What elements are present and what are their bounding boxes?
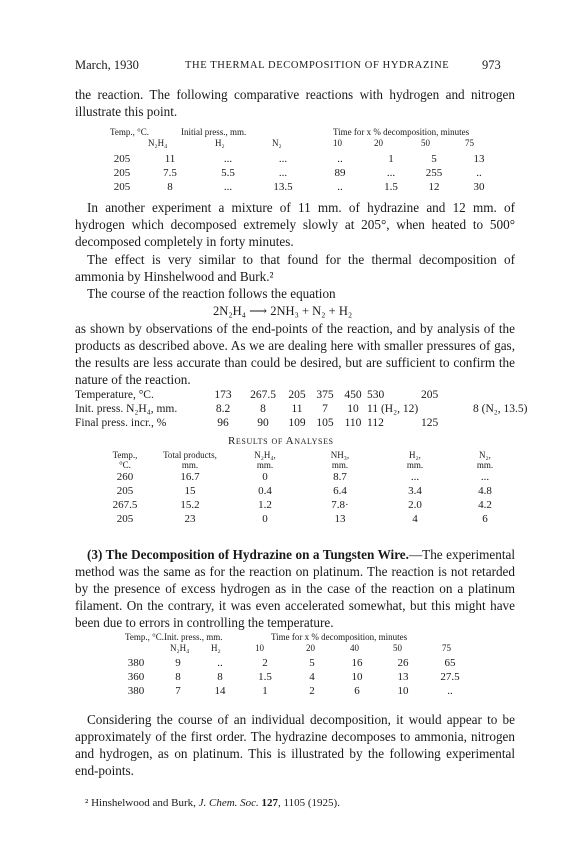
t1-pct-75: 75 (465, 138, 474, 148)
t1-pct-10: 10 (333, 138, 342, 148)
t1-pct-50: 50 (421, 138, 430, 148)
table-row (116, 684, 474, 698)
table-row (116, 670, 474, 684)
footnote-journal: J. Chem. Soc. (198, 797, 259, 809)
t2-row-label: Temperature, °C. (75, 389, 154, 401)
t3-cell: 4.8 (478, 485, 492, 497)
t2-cell: 205 (421, 389, 439, 401)
t1-col-h2: H₂ (215, 138, 225, 148)
t2-row-label: Final press. incr., % (75, 417, 167, 429)
t4-body (116, 656, 474, 698)
t4-pct-10: 10 (255, 643, 264, 653)
t3-cell: 3.4 (408, 485, 422, 497)
t3-header: Temp., (112, 450, 138, 460)
t4-cell: 13 (397, 671, 409, 683)
t3-header: N₂H₄, (254, 450, 276, 460)
t1-col-n2h4: N₂H₄ (148, 138, 168, 148)
t1-cell: 89 (334, 167, 346, 179)
paragraph-2 (75, 199, 515, 250)
t3-cell: 0 (262, 513, 268, 525)
t3-header-unit: mm. (181, 460, 199, 470)
t2-cell: 450 (344, 389, 362, 401)
header-running-title: THE THERMAL DECOMPOSITION OF HYDRAZINE (185, 60, 450, 71)
table-row (103, 180, 501, 194)
t2-cell: 112 (367, 417, 384, 429)
t2-cell: 109 (288, 417, 306, 429)
paragraph-6-text: Considering the course of an individual decomposition, it would appear to be approximately of the first order. The hydrazine decomposes to ammonia, nitrogen and hydrogen, as on platinum. This is illustrated by the following experimental end-points. (75, 712, 515, 778)
paragraph-4 (75, 285, 515, 302)
t3-cell: 205 (116, 485, 134, 497)
t2-cell: 267.5 (250, 389, 276, 401)
paragraph-3 (75, 251, 515, 285)
t1-cell: 205 (113, 153, 131, 165)
t1-body (103, 152, 501, 194)
t4-cell: 65 (444, 657, 456, 669)
t4-init-press-label: Init. press., mm. (164, 632, 223, 642)
paragraph-5: as shown by observations of the end-points of the reaction, and by analysis of the products as described above. As we are dealing here with smaller pressures of gas, the results are less accurate than could be desired, but are sufficient to confirm the nature of the reaction. (75, 321, 515, 387)
t3-cell: 15.2 (180, 499, 200, 511)
t2-cell: 90 (257, 417, 269, 429)
t4-cell: 360 (127, 671, 145, 683)
t4-cell: 8 (217, 671, 223, 683)
table-row (103, 166, 501, 180)
t4-pct-20: 20 (306, 643, 315, 653)
t2-cell: 96 (217, 417, 229, 429)
t4-col-n2h4: N₂H₄ (170, 643, 190, 653)
table-row (75, 402, 553, 416)
t2-cell: 110 (344, 417, 362, 429)
t4-pct-50: 50 (393, 643, 402, 653)
reaction-equation: 2N₂H₄ ⟶ 2NH₃ + N₂ + H₂ (213, 304, 353, 318)
t1-cell: 255 (425, 167, 443, 179)
t2-cell: 375 (316, 389, 334, 401)
t4-cell: 10 (397, 685, 409, 697)
t2-cell: 173 (214, 389, 232, 401)
footnote (85, 797, 340, 809)
t3-cell: 15 (184, 485, 196, 497)
t2-cell: 11 (H₂, 12) (367, 403, 419, 415)
t3-header: NH₃, (330, 450, 350, 460)
t3-cell: 6.4 (333, 485, 347, 497)
t1-cell: .. (337, 181, 343, 193)
footnote-authors: Hinshelwood and Burk, (91, 797, 199, 809)
t3-cell: 23 (184, 513, 196, 525)
t3-cell: 205 (116, 513, 134, 525)
t2-cell: 8 (N₂, 13.5) (473, 403, 528, 415)
t1-cell: 12 (428, 181, 440, 193)
t3-header-unit: °C. (119, 460, 131, 470)
t4-cell: 10 (351, 671, 363, 683)
t3-cell: ... (410, 471, 420, 483)
t4-cell: 1 (262, 685, 268, 697)
t1-initial-press-label: Initial press., mm. (181, 127, 247, 137)
t1-cell: 11 (164, 153, 176, 165)
t4-cell: .. (447, 685, 453, 697)
footnote-marker: ² (85, 797, 89, 809)
table-row (116, 656, 474, 670)
t1-temp-label: Temp., °C. (110, 127, 149, 137)
paragraph-4-text: The course of the reaction follows the equation (87, 286, 336, 301)
t3-cell: 16.7 (180, 471, 200, 483)
t3-cell: 8.7 (333, 471, 347, 483)
t4-temp-label: Temp., °C. (125, 632, 164, 642)
t4-cell: 14 (214, 685, 226, 697)
t1-cell: ... (386, 167, 396, 179)
t1-cell: 8 (167, 181, 173, 193)
t2-cell: 7 (322, 403, 328, 415)
t3-header: N₂, (479, 450, 491, 460)
t4-cell: 380 (127, 685, 145, 697)
footnote-rest: , 1105 (1925). (278, 797, 340, 809)
t1-cell: ... (223, 181, 233, 193)
table-row (100, 470, 520, 484)
t4-time-label: Time for x % decomposition, minutes (271, 632, 408, 642)
t2-cell: 8.2 (215, 403, 231, 415)
t1-cell: 205 (113, 167, 131, 179)
section-3-paragraph (75, 546, 515, 631)
t1-cell: 205 (113, 181, 131, 193)
t2-cell: 11 (291, 403, 303, 415)
t3-cell: ... (480, 471, 490, 483)
paragraph-6 (75, 711, 515, 779)
footnote-volume: 127 (261, 797, 279, 809)
t4-cell: 380 (127, 657, 145, 669)
t2-cell: 125 (421, 417, 439, 429)
t3-cell: 267.5 (112, 499, 138, 511)
table-row (75, 416, 553, 430)
t3-header-unit: mm. (331, 460, 349, 470)
t2-cell: 105 (316, 417, 334, 429)
t4-cell: 5 (309, 657, 315, 669)
t3-header: H₂, (409, 450, 421, 460)
t1-cell: 1 (388, 153, 394, 165)
t4-cell: 2 (262, 657, 268, 669)
paragraph-2-text: In another experiment a mixture of 11 mm. of hydrazine and 12 mm. of hydrogen which decomposed extremely slowly at 205°, when heated to 500° decomposed completely in forty minutes. (75, 200, 515, 249)
t1-cell: 13.5 (273, 181, 293, 193)
t4-cell: .. (217, 657, 223, 669)
t4-cell: 8 (175, 671, 181, 683)
t4-cell: 2 (309, 685, 315, 697)
t1-cell: ... (278, 153, 288, 165)
t1-cell: 1.5 (384, 181, 398, 193)
t4-cell: 7 (175, 685, 181, 697)
t3-title: Results of Analyses (228, 435, 334, 447)
t1-time-label: Time for x % decomposition, minutes (333, 127, 470, 137)
t4-cell: 26 (397, 657, 409, 669)
section-3-heading: (3) The Decomposition of Hydrazine on a Tungsten Wire. (87, 547, 409, 562)
t1-cell: 30 (473, 181, 485, 193)
t3-cell: 6 (482, 513, 488, 525)
t1-cell: 13 (473, 153, 485, 165)
t1-pct-20: 20 (374, 138, 383, 148)
t1-col-n2: N₂ (272, 138, 282, 148)
table-row (103, 152, 501, 166)
t1-cell: .. (476, 167, 482, 179)
t4-pct-40: 40 (350, 643, 359, 653)
table-row (100, 512, 520, 526)
paragraph-1: the reaction. The following comparative reactions with hydrogen and nitrogen illustrate this point. (75, 87, 515, 119)
t4-cell: 4 (309, 671, 315, 683)
t3-header: Total products, (163, 450, 217, 460)
t1-cell: ... (278, 167, 288, 179)
t4-cell: 6 (354, 685, 360, 697)
t3-cell: 7.8· (331, 499, 349, 511)
t1-cell: 5.5 (221, 167, 235, 179)
table-row (100, 484, 520, 498)
t1-cell: 5 (431, 153, 437, 165)
t3-cell: 4 (412, 513, 418, 525)
t3-cell: 260 (116, 471, 134, 483)
header-date: March, 1930 (75, 58, 139, 72)
t3-cell: 0 (262, 471, 268, 483)
t4-cell: 27.5 (440, 671, 460, 683)
t1-cell: .. (337, 153, 343, 165)
t4-cell: 9 (175, 657, 181, 669)
t2-row-label: Init. press. N₂H₄, mm. (75, 403, 178, 415)
t2-cell: 8 (260, 403, 266, 415)
table-header-row (100, 460, 520, 470)
t3-cell: 0.4 (258, 485, 272, 497)
t2-cell: 530 (367, 389, 385, 401)
t2-cell: 10 (347, 403, 359, 415)
section-3-text: —The experimental method was the same as for the reaction on platinum. The reaction is not retarded by the presence of excess hydrogen as in the case of the reaction on a platinum filament. On the contrary, it was even accelerated somewhat, but this might have been due to errors in controlling the temperature. (75, 547, 515, 630)
t4-cell: 16 (351, 657, 363, 669)
t2-cell: 205 (288, 389, 306, 401)
t3-cell: 1.2 (258, 499, 272, 511)
table-row (75, 388, 553, 402)
table-row (100, 498, 520, 512)
t3-cell: 2.0 (408, 499, 422, 511)
t1-cell: ... (223, 153, 233, 165)
header-page-number: 973 (482, 58, 501, 72)
t3-header-unit: mm. (256, 460, 274, 470)
t3-header-unit: mm. (406, 460, 424, 470)
paragraph-3-text: The effect is very similar to that found for the thermal decomposition of ammonia by Hinshelwood and Burk.² (75, 252, 515, 284)
table-results-of-analyses (100, 450, 520, 526)
t3-cell: 4.2 (478, 499, 492, 511)
t4-pct-75: 75 (442, 643, 451, 653)
t3-header-unit: mm. (476, 460, 494, 470)
table-end-points (75, 388, 553, 430)
t4-cell: 1.5 (258, 671, 272, 683)
t4-col-h2: H₂ (211, 643, 221, 653)
t3-cell: 13 (334, 513, 346, 525)
table-header-row (100, 450, 520, 460)
t1-cell: 7.5 (163, 167, 177, 179)
